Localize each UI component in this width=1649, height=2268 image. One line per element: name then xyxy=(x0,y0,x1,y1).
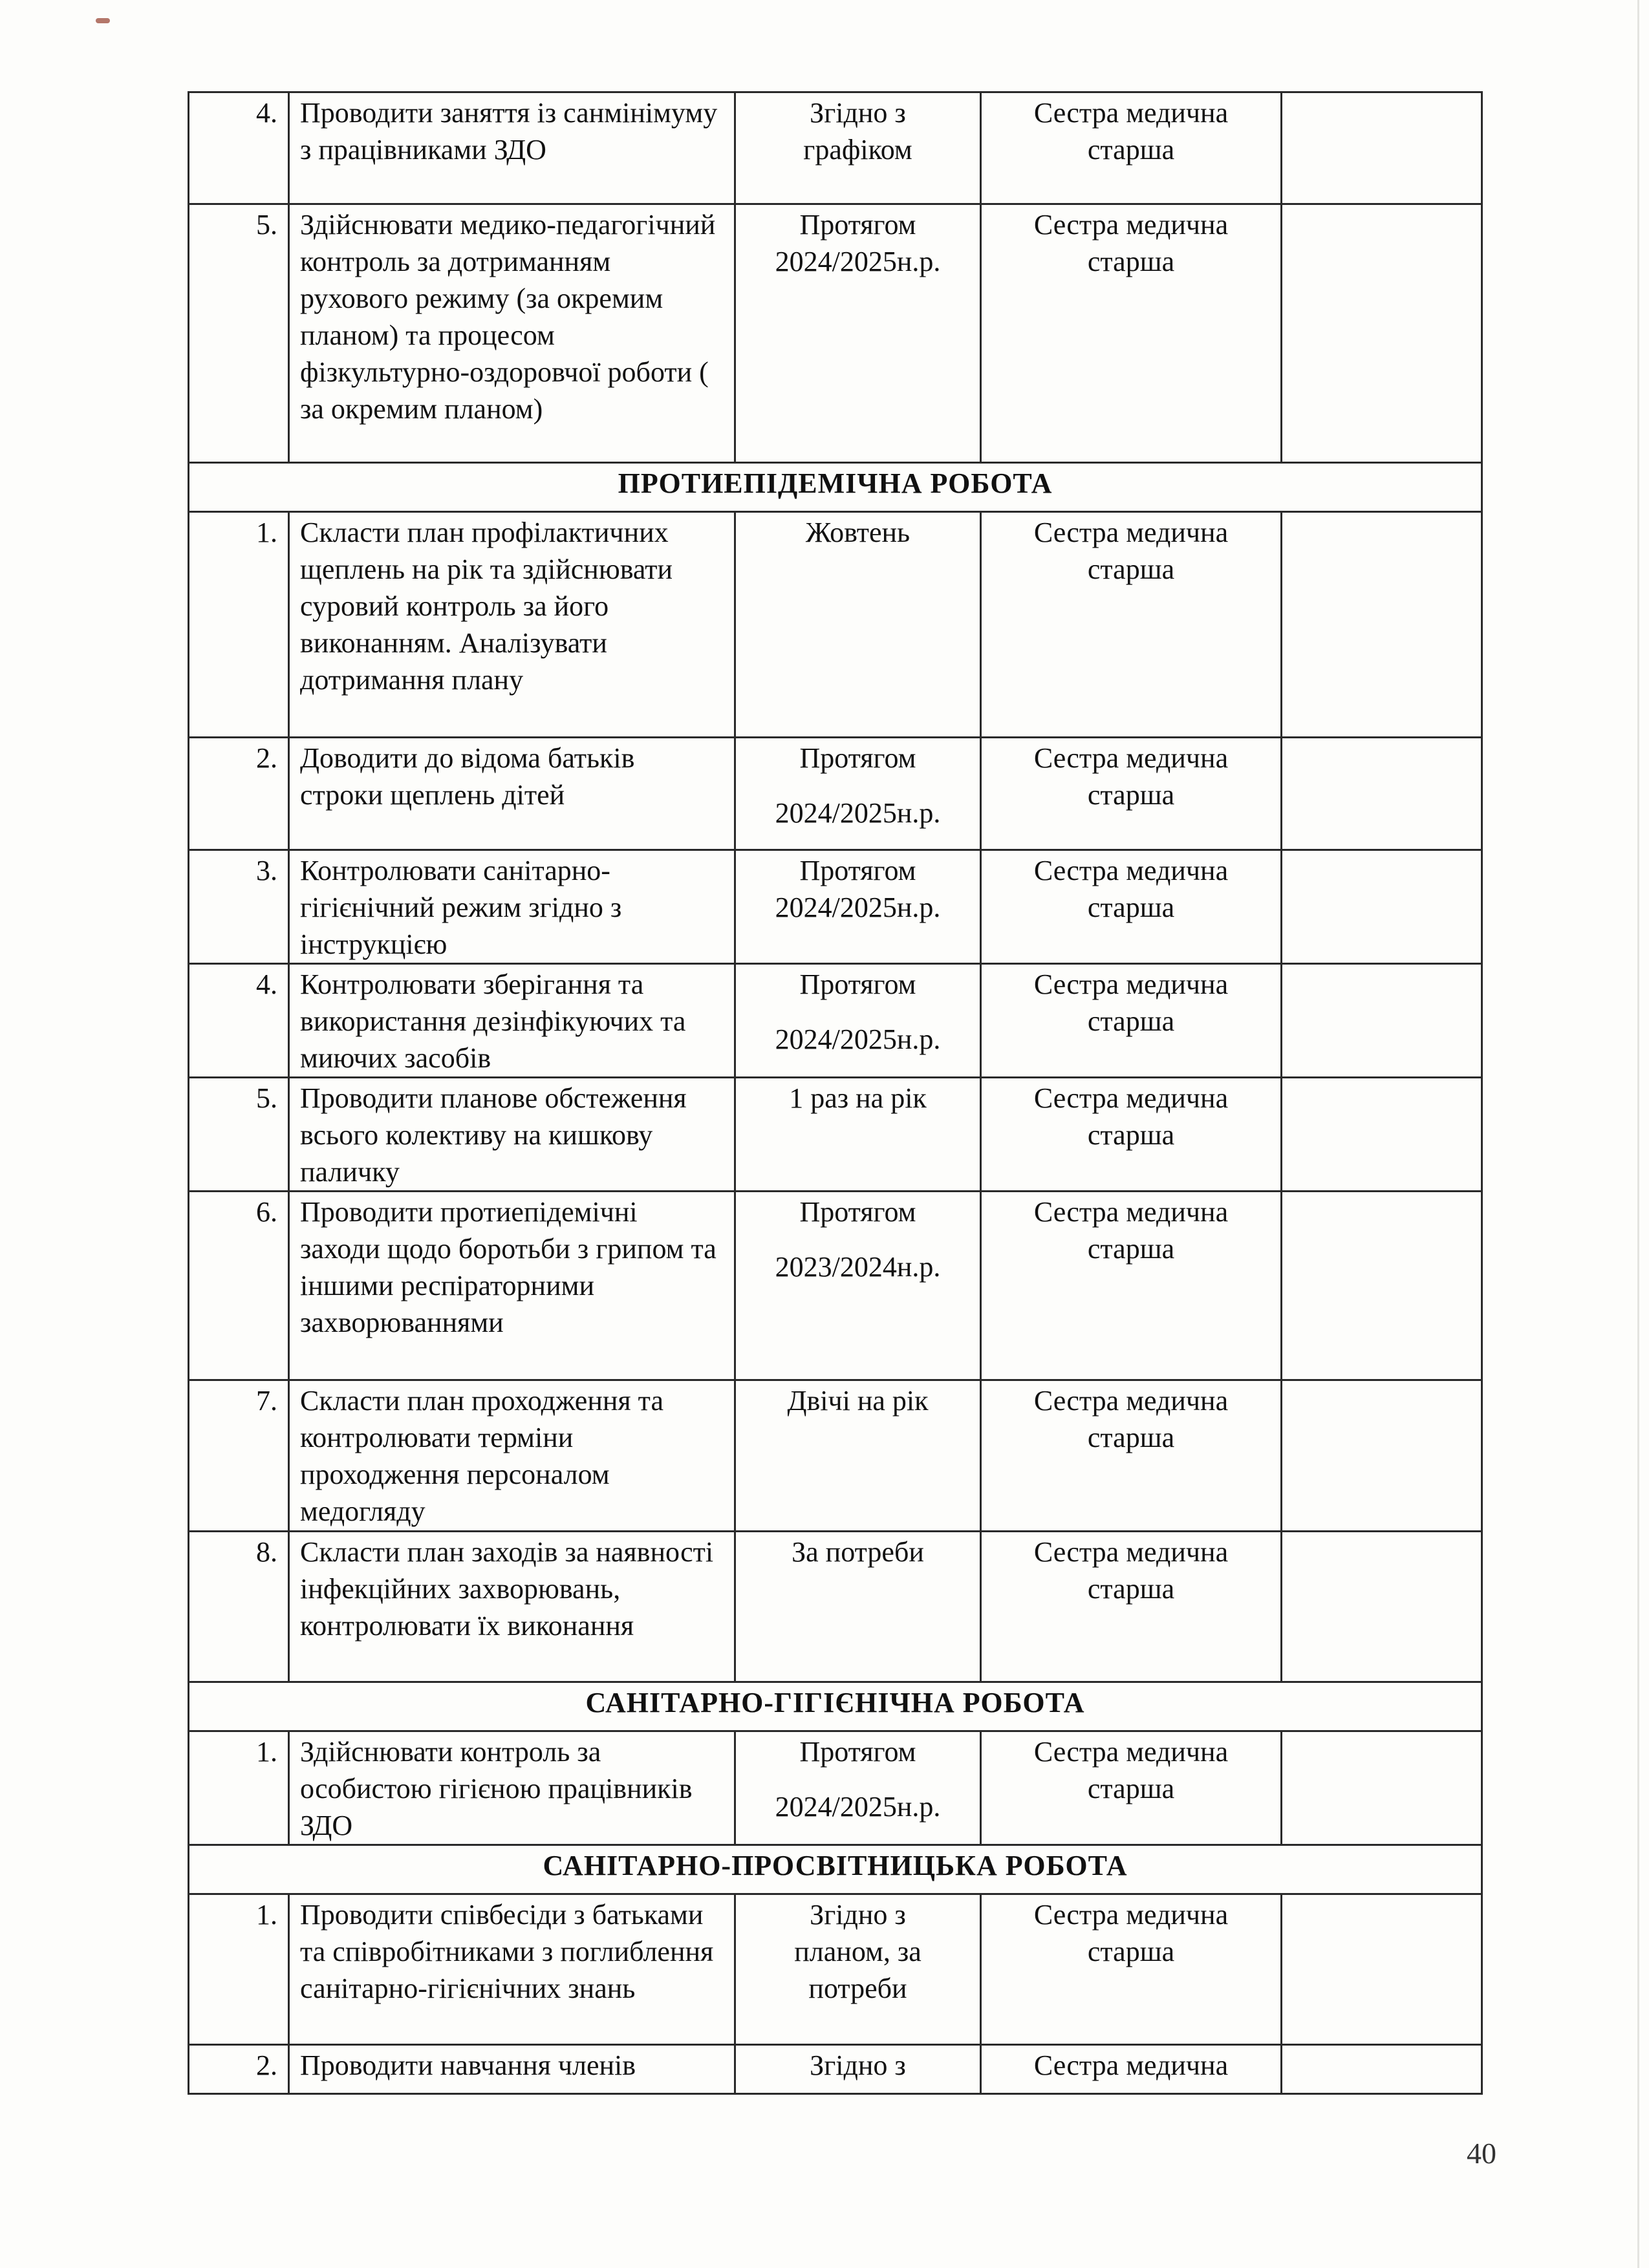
responsible-text: старша xyxy=(1087,134,1175,166)
table-row xyxy=(189,1894,1482,2045)
table-row xyxy=(189,1192,1482,1380)
note-cell xyxy=(1282,1192,1482,1380)
responsible-cell xyxy=(981,512,1282,738)
note-cell xyxy=(1282,850,1482,964)
term-cell xyxy=(735,512,981,738)
term-text: 2024/2025н.р. xyxy=(775,1023,941,1055)
table-row xyxy=(189,1731,1482,1845)
term-text: Згідно з xyxy=(810,2049,906,2081)
responsible-text: Сестра медична xyxy=(1033,1736,1229,1768)
term-text: 2024/2025н.р. xyxy=(775,797,941,829)
note-cell xyxy=(1282,1078,1482,1192)
term-text: Протягом xyxy=(799,855,916,886)
term-text: Двічі на рік xyxy=(787,1385,929,1417)
responsible-cell xyxy=(981,850,1282,964)
task-cell: Скласти план проходження та контролювати терміни проходження персоналом медогляду xyxy=(289,1380,735,1532)
term-cell xyxy=(735,1078,981,1192)
task-cell: Проводити заняття із санмінімуму з працівниками ЗДО xyxy=(289,92,735,204)
task-cell: Контролювати зберігання та використання дезінфікуючих та миючих засобів xyxy=(289,964,735,1078)
table-row xyxy=(189,850,1482,964)
responsible-cell xyxy=(981,1380,1282,1532)
responsible-cell xyxy=(981,2045,1282,2094)
term-cell xyxy=(735,964,981,1078)
term-cell xyxy=(735,1380,981,1532)
plan-table xyxy=(188,91,1483,2095)
table-row xyxy=(189,1380,1482,1532)
term-text: За потреби xyxy=(792,1536,924,1568)
responsible-text: старша xyxy=(1087,1233,1175,1265)
section-title: САНІТАРНО-ГІГІЄНІЧНА РОБОТА xyxy=(189,1682,1482,1731)
term-text: Протягом xyxy=(799,209,916,241)
task-cell: Проводити планове обстеження всього колективу на кишкову паличку xyxy=(289,1078,735,1192)
responsible-cell xyxy=(981,1731,1282,1845)
row-number: 2. xyxy=(189,738,289,850)
responsible-text: Сестра медична xyxy=(1033,1899,1229,1931)
section-row xyxy=(189,463,1482,512)
responsible-text: Сестра медична xyxy=(1033,1196,1229,1228)
scan-edge xyxy=(1637,0,1639,2268)
task-cell: Скласти план профілактичних щеплень на рік та здійснювати суровий контроль за його виконанням. Аналізувати дотримання плану xyxy=(289,512,735,738)
note-cell xyxy=(1282,92,1482,204)
responsible-text: Сестра медична xyxy=(1033,1082,1229,1114)
responsible-text: старша xyxy=(1087,779,1175,811)
task-cell: Проводити навчання членів xyxy=(289,2045,735,2094)
plan-table-body xyxy=(189,92,1482,2094)
term-text: Жовтень xyxy=(805,517,911,548)
row-number: 5. xyxy=(189,204,289,463)
term-cell xyxy=(735,1532,981,1682)
term-text: планом, за xyxy=(794,1936,921,1967)
term-cell xyxy=(735,92,981,204)
term-text: Протягом xyxy=(799,742,916,774)
responsible-text: старша xyxy=(1087,1936,1175,1967)
table-row xyxy=(189,204,1482,463)
scan-speck xyxy=(96,18,110,23)
table-row xyxy=(189,738,1482,850)
responsible-text: Сестра медична xyxy=(1033,742,1229,774)
note-cell xyxy=(1282,1380,1482,1532)
term-text: 2023/2024н.р. xyxy=(775,1251,941,1283)
note-cell xyxy=(1282,204,1482,463)
table-row xyxy=(189,964,1482,1078)
responsible-cell xyxy=(981,1192,1282,1380)
note-cell xyxy=(1282,512,1482,738)
term-cell xyxy=(735,1731,981,1845)
responsible-cell xyxy=(981,1894,1282,2045)
section-row xyxy=(189,1845,1482,1894)
term-text: Згідно з xyxy=(810,97,906,129)
responsible-cell xyxy=(981,1078,1282,1192)
responsible-text: старша xyxy=(1087,892,1175,923)
responsible-text: Сестра медична xyxy=(1033,855,1229,886)
responsible-text: Сестра медична xyxy=(1033,968,1229,1000)
section-title: ПРОТИЕПІДЕМІЧНА РОБОТА xyxy=(189,463,1482,512)
term-text: 2024/2025н.р. xyxy=(775,892,941,923)
note-cell xyxy=(1282,1731,1482,1845)
responsible-cell xyxy=(981,204,1282,463)
row-number: 2. xyxy=(189,2045,289,2094)
responsible-text: Сестра медична xyxy=(1033,1536,1229,1568)
term-text: Протягом xyxy=(799,1196,916,1228)
section-title: САНІТАРНО-ПРОСВІТНИЦЬКА РОБОТА xyxy=(189,1845,1482,1894)
task-cell: Здійснювати контроль за особистою гігієною працівників ЗДО xyxy=(289,1731,735,1845)
table-row xyxy=(189,2045,1482,2094)
responsible-cell xyxy=(981,92,1282,204)
table-row xyxy=(189,1532,1482,1682)
task-cell: Проводити співбесіди з батьками та співробітниками з поглиблення санітарно-гігієнічних знань xyxy=(289,1894,735,2045)
note-cell xyxy=(1282,1894,1482,2045)
row-number: 4. xyxy=(189,964,289,1078)
note-cell xyxy=(1282,1532,1482,1682)
responsible-text: старша xyxy=(1087,246,1175,277)
term-cell xyxy=(735,1894,981,2045)
term-cell xyxy=(735,850,981,964)
term-cell xyxy=(735,1192,981,1380)
task-cell: Проводити протиепідемічні заходи щодо боротьби з грипом та іншими респіраторними захворюваннями xyxy=(289,1192,735,1380)
table-row xyxy=(189,92,1482,204)
row-number: 1. xyxy=(189,512,289,738)
table-row xyxy=(189,512,1482,738)
note-cell xyxy=(1282,2045,1482,2094)
responsible-text: Сестра медична xyxy=(1033,517,1229,548)
term-cell xyxy=(735,2045,981,2094)
row-number: 6. xyxy=(189,1192,289,1380)
term-text: Протягом xyxy=(799,968,916,1000)
task-cell: Здійснювати медико-педагогічний контроль за дотриманням рухового режиму (за окремим планом) та процесом фізкультурно-оздоровчої роботи ( за окремим планом) xyxy=(289,204,735,463)
responsible-text: старша xyxy=(1087,1773,1175,1804)
row-number: 1. xyxy=(189,1731,289,1845)
responsible-text: старша xyxy=(1087,1573,1175,1605)
term-text: Протягом xyxy=(799,1736,916,1768)
term-cell xyxy=(735,204,981,463)
responsible-text: старша xyxy=(1087,553,1175,585)
row-number: 7. xyxy=(189,1380,289,1532)
row-number: 1. xyxy=(189,1894,289,2045)
task-cell: Скласти план заходів за наявності інфекційних захворювань, контролювати їх виконання xyxy=(289,1532,735,1682)
page-number: 40 xyxy=(1467,2137,1496,2170)
responsible-text: старша xyxy=(1087,1422,1175,1453)
note-cell xyxy=(1282,964,1482,1078)
responsible-cell xyxy=(981,738,1282,850)
responsible-text: старша xyxy=(1087,1005,1175,1037)
term-text: 2024/2025н.р. xyxy=(775,1791,941,1823)
responsible-cell xyxy=(981,1532,1282,1682)
row-number: 8. xyxy=(189,1532,289,1682)
term-text: графіком xyxy=(803,134,912,166)
responsible-text: Сестра медична xyxy=(1033,209,1229,241)
section-row xyxy=(189,1682,1482,1731)
responsible-text: старша xyxy=(1087,1119,1175,1151)
task-cell: Контролювати санітарно-гігієнічний режим згідно з інструкцією xyxy=(289,850,735,964)
term-cell xyxy=(735,738,981,850)
term-text: 2024/2025н.р. xyxy=(775,246,941,277)
responsible-text: Сестра медична xyxy=(1033,1385,1229,1417)
term-text: Згідно з xyxy=(810,1899,906,1931)
task-cell: Доводити до відома батьків строки щеплень дітей xyxy=(289,738,735,850)
responsible-cell xyxy=(981,964,1282,1078)
row-number: 5. xyxy=(189,1078,289,1192)
responsible-text: Сестра медична xyxy=(1033,2049,1229,2081)
term-text: потреби xyxy=(808,1973,907,2004)
table-row xyxy=(189,1078,1482,1192)
term-text: 1 раз на рік xyxy=(789,1082,927,1114)
responsible-text: Сестра медична xyxy=(1033,97,1229,129)
note-cell xyxy=(1282,738,1482,850)
row-number: 3. xyxy=(189,850,289,964)
row-number: 4. xyxy=(189,92,289,204)
